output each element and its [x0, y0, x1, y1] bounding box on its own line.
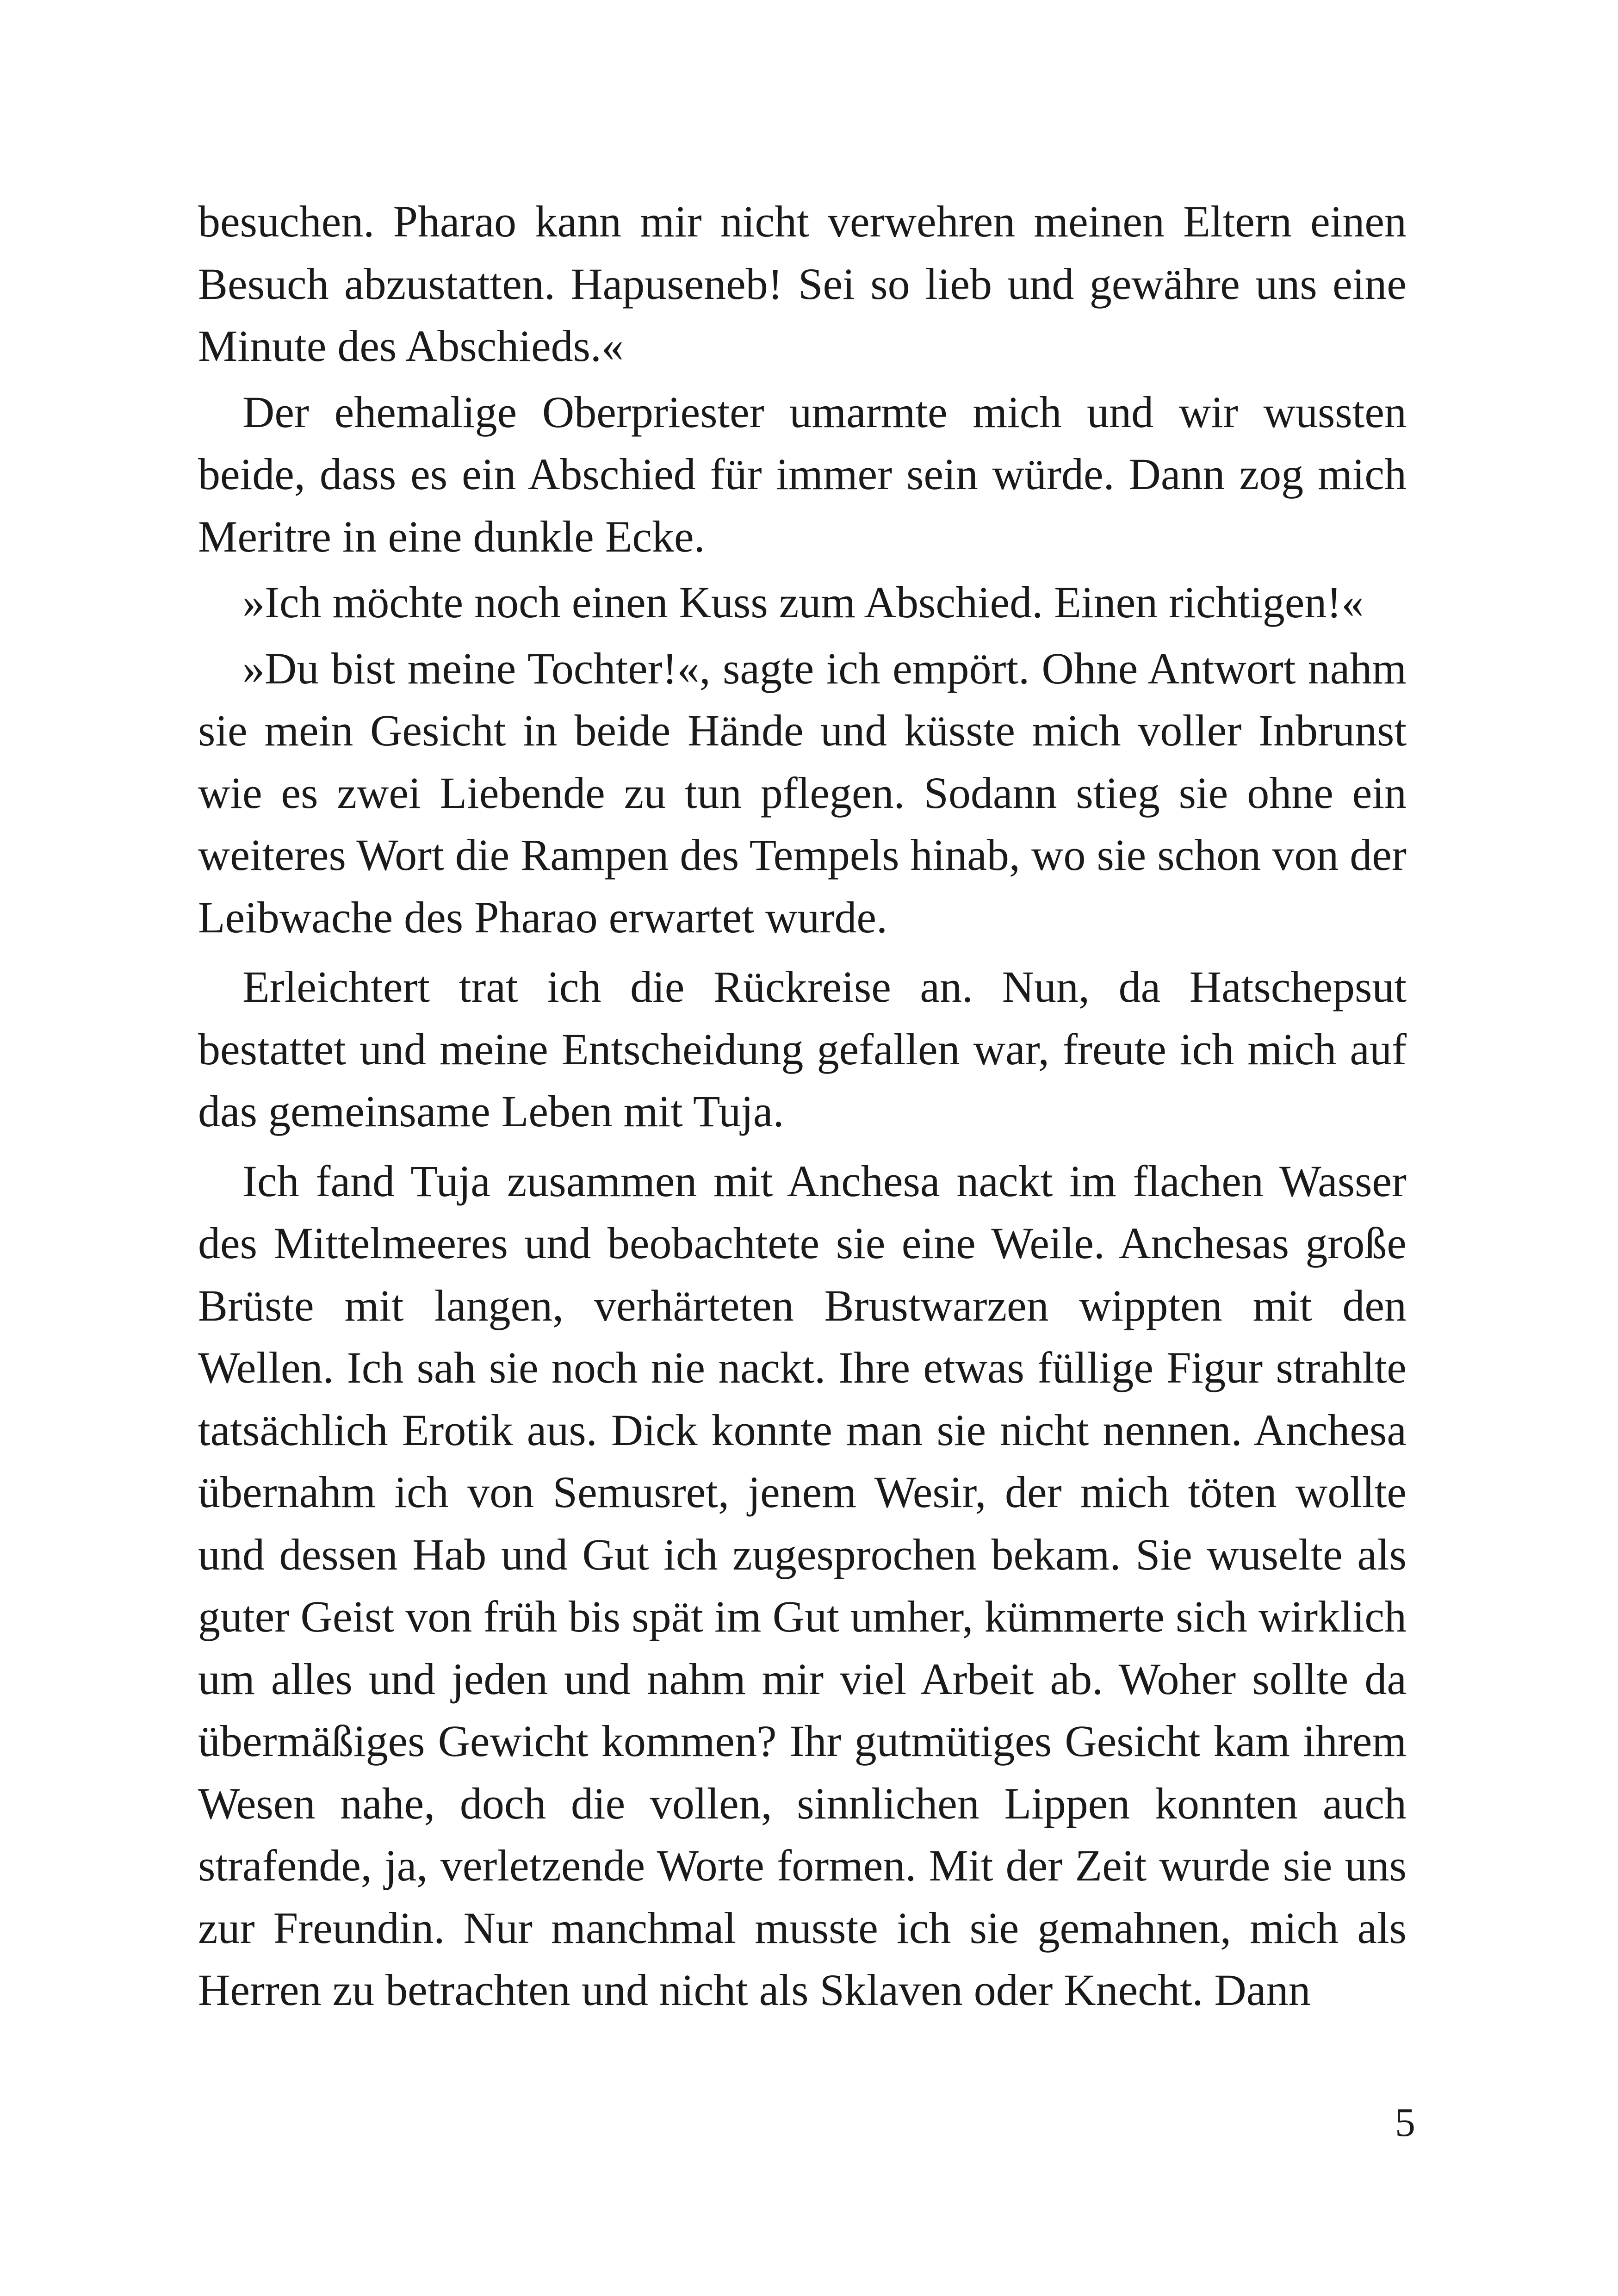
paragraph-3: »Ich möchte noch einen Kuss zum Abschied. Einen richtigen!« — [242, 577, 1364, 627]
paragraph-6: Ich fand Tuja zusammen mit Anchesa nackt im flachen Wasser des Mittelmeeres und beobachtete sie eine Weile. Anchesas große Brüste mit langen, verhärteten Brustwarzen wippten mit den Wellen. Ich sah sie noch nie nackt. Ihre etwas füllige Figur strahlte tatsächlich Erotik aus. Dick konnte man sie nicht nennen. Anchesa übernahm ich von Semusret, jenem Wesir, der mich töten wollte und dessen Hab und Gut ich zugesprochen bekam. Sie wuselte als guter Geist von früh bis spät im Gut umher, kümmerte sich wirklich um alles und jeden und nahm mir viel Arbeit ab. Woher sollte da übermäßiges Gewicht kommen? Ihr gutmütiges Gesicht kam ihrem Wesen nahe, doch die vollen, sinnlichen Lippen konnten auch strafende, ja, verletzende Worte formen. Mit der Zeit wurde sie uns zur Freundin. Nur manchmal musste ich sie gemahnen, mich als Herren zu betrachten und nicht als Sklaven oder Knecht. Dann — [198, 1156, 1407, 2015]
paragraph-4: »Du bist meine Tochter!«, sagte ich empört. Ohne Antwort nahm sie mein Gesicht in beide Hände und küsste mich voller Inbrunst wie es zwei Liebende zu tun pflegen. Sodann stieg sie ohne ein weiteres Wort die Rampen des Tempels hinab, wo sie schon von der Leibwache des Pharao erwartet wurde. — [198, 643, 1407, 942]
page-body-text — [198, 191, 1407, 2022]
page-number: 5 — [1395, 2100, 1415, 2145]
paragraph-5: Erleichtert trat ich die Rückreise an. Nun, da Hatschepsut bestattet und meine Entscheidung gefallen war, freute ich mich auf das gemeinsame Leben mit Tuja. — [198, 962, 1407, 1136]
paragraph-1: besuchen. Pharao kann mir nicht verwehren meinen Eltern einen Besuch abzustatten. Hapuseneb! Sei so lieb und gewähre uns eine Minute des Abschieds.« — [198, 197, 1407, 371]
paragraph-2: Der ehemalige Oberpriester umarmte mich und wir wussten beide, dass es ein Abschied für immer sein würde. Dann zog mich Meritre in eine dunkle Ecke. — [198, 387, 1407, 561]
